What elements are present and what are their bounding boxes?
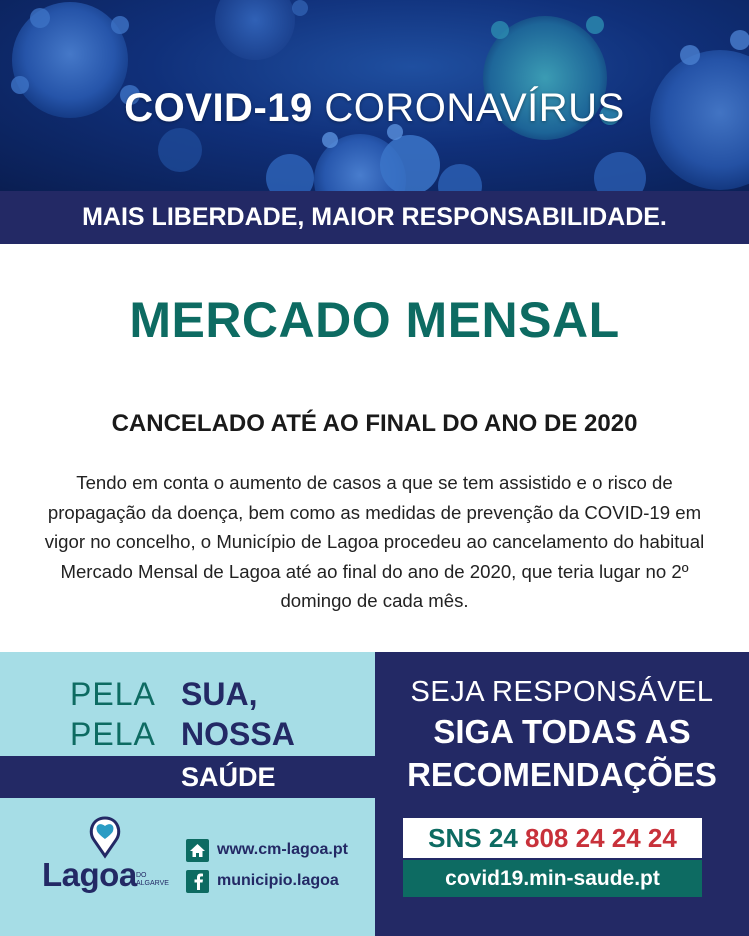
slogan-pela-2: PELA: [70, 716, 156, 752]
sns24-phone-number[interactable]: 808 24 24 24: [525, 823, 677, 853]
hero-banner: [0, 0, 749, 191]
slogan-saude: SAÚDE: [181, 762, 276, 792]
slogan-sua: SUA,: [181, 676, 258, 712]
notice-subtitle: CANCELADO ATÉ AO FINAL DO ANO DE 2020: [111, 410, 638, 437]
hero-title: [0, 86, 749, 131]
home-icon: [186, 839, 209, 862]
sns24-phone-box: [403, 818, 702, 858]
recommendations-line2: SIGA TODAS AS: [433, 713, 691, 750]
hero-title-light: CORONAVÍRUS: [324, 86, 625, 130]
recommendations-line3: RECOMENDAÇÕES: [407, 756, 717, 793]
lagoa-logo-text: Lagoa: [42, 856, 137, 893]
facebook-link-text[interactable]: municipio.lagoa: [217, 872, 339, 889]
slogan-nossa: NOSSA: [181, 716, 295, 752]
hero-title-bold: COVID-19: [124, 86, 313, 130]
slogan-banner: MAIS LIBERDADE, MAIOR RESPONSABILIDADE.: [0, 191, 749, 244]
covid-site-link[interactable]: covid19.min-saude.pt: [403, 860, 702, 897]
notice-title: MERCADO MENSAL: [129, 292, 620, 348]
slogan-pela-1: PELA: [70, 676, 156, 712]
website-link[interactable]: [186, 838, 348, 862]
website-link-text[interactable]: www.cm-lagoa.pt: [217, 841, 348, 858]
facebook-icon: [186, 870, 209, 893]
lagoa-logo-subtitle: DO ALGARVE: [136, 872, 169, 887]
sns24-label: SNS 24: [428, 823, 518, 853]
recommendations-line1: SEJA RESPONSÁVEL: [410, 676, 714, 708]
facebook-link[interactable]: [186, 869, 339, 893]
notice-body: Tendo em conta o aumento de casos a que se tem assistido e o risco de propagação da doença, bem como as medidas de prevenção da COVID-19 em vigor no concelho, o Município de Lagoa procedeu ao cancelamento do habitual Mercado Mensal de Lagoa até ao final do ano de 2020, que teria lugar no 2º domingo de cada mês.: [44, 472, 705, 611]
